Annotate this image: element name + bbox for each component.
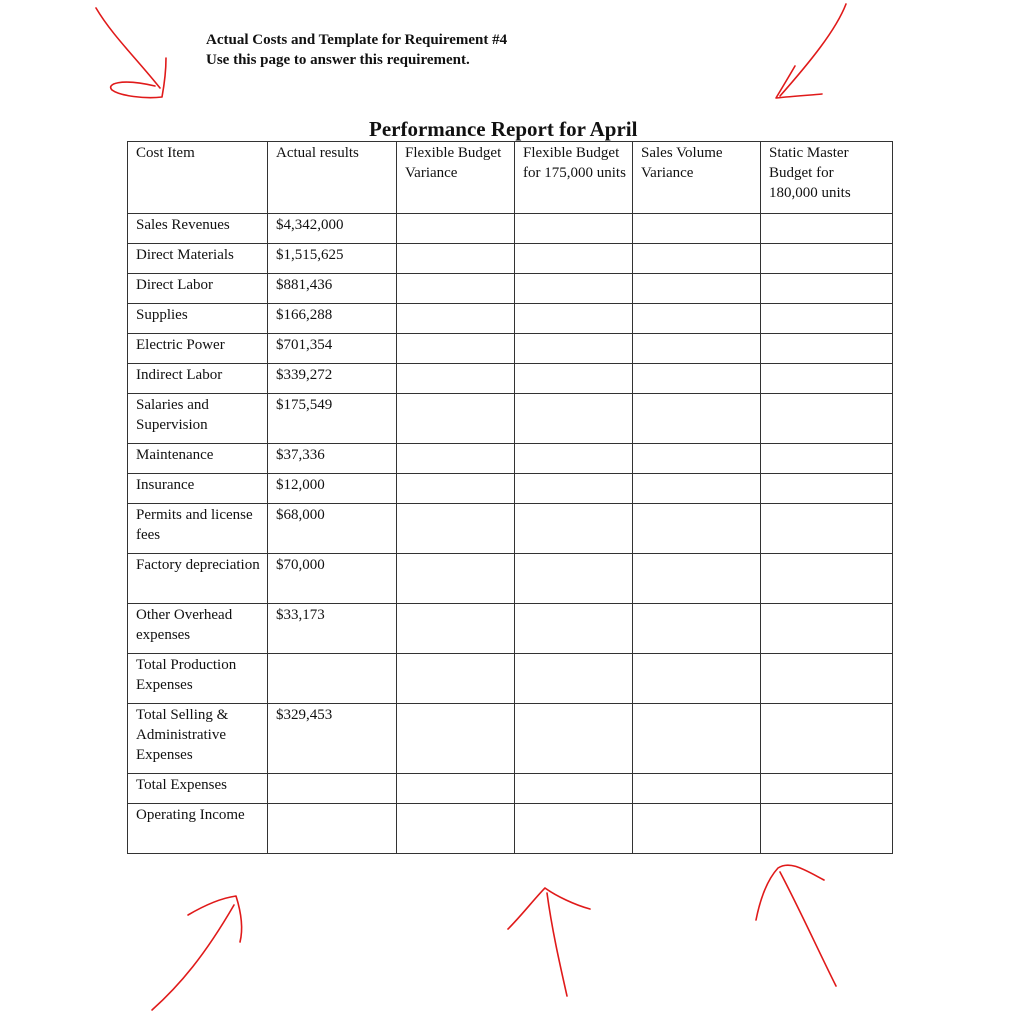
table-row <box>128 304 893 334</box>
sales-volume-variance-cell[interactable] <box>633 604 761 654</box>
table-row <box>128 244 893 274</box>
actual-results-cell: $175,549 <box>268 394 397 444</box>
sales-volume-variance-cell[interactable] <box>633 654 761 704</box>
sales-volume-variance-cell[interactable] <box>633 334 761 364</box>
table-row <box>128 804 893 854</box>
flexible-budget-cell[interactable] <box>515 704 633 774</box>
flexible-budget-cell[interactable] <box>515 604 633 654</box>
actual-results-cell: $12,000 <box>268 474 397 504</box>
flexible-budget-variance-cell[interactable] <box>397 504 515 554</box>
static-master-budget-cell[interactable] <box>761 274 893 304</box>
table-row <box>128 364 893 394</box>
actual-results-cell: $166,288 <box>268 304 397 334</box>
table-row <box>128 774 893 804</box>
table-row <box>128 474 893 504</box>
cost-item-cell: Total Production Expenses <box>128 654 268 704</box>
cost-item-cell: Total Expenses <box>128 774 268 804</box>
static-master-budget-cell[interactable] <box>761 364 893 394</box>
table-row <box>128 554 893 604</box>
cost-item-cell: Permits and license fees <box>128 504 268 554</box>
arrow-bottom-middle-icon <box>508 888 590 996</box>
report-title: Performance Report for April <box>369 117 638 141</box>
sales-volume-variance-cell[interactable] <box>633 394 761 444</box>
table-row <box>128 274 893 304</box>
actual-results-cell <box>268 654 397 704</box>
flexible-budget-cell[interactable] <box>515 774 633 804</box>
static-master-budget-cell[interactable] <box>761 504 893 554</box>
actual-results-cell: $33,173 <box>268 604 397 654</box>
static-master-budget-cell[interactable] <box>761 474 893 504</box>
sales-volume-variance-cell[interactable] <box>633 304 761 334</box>
static-master-budget-cell[interactable] <box>761 804 893 854</box>
actual-results-cell: $339,272 <box>268 364 397 394</box>
heading-line-1: Actual Costs and Template for Requirement #4 <box>206 32 508 48</box>
sales-volume-variance-cell[interactable] <box>633 774 761 804</box>
static-master-budget-cell[interactable] <box>761 334 893 364</box>
flexible-budget-variance-cell[interactable] <box>397 604 515 654</box>
arrow-top-right-icon <box>776 4 846 98</box>
static-master-budget-cell[interactable] <box>761 244 893 274</box>
static-master-budget-cell[interactable] <box>761 704 893 774</box>
column-header: Cost Item <box>128 142 268 214</box>
cost-item-cell: Electric Power <box>128 334 268 364</box>
sales-volume-variance-cell[interactable] <box>633 214 761 244</box>
flexible-budget-cell[interactable] <box>515 504 633 554</box>
static-master-budget-cell[interactable] <box>761 394 893 444</box>
performance-report-table <box>127 141 893 854</box>
flexible-budget-cell[interactable] <box>515 214 633 244</box>
flexible-budget-cell[interactable] <box>515 364 633 394</box>
arrow-bottom-left-icon <box>152 896 242 1010</box>
actual-results-cell: $70,000 <box>268 554 397 604</box>
arrow-bottom-right-icon <box>756 865 836 986</box>
actual-results-cell: $4,342,000 <box>268 214 397 244</box>
sales-volume-variance-cell[interactable] <box>633 704 761 774</box>
flexible-budget-variance-cell[interactable] <box>397 774 515 804</box>
static-master-budget-cell[interactable] <box>761 554 893 604</box>
cost-item-cell: Total Selling & Administrative Expenses <box>128 704 268 774</box>
flexible-budget-cell[interactable] <box>515 444 633 474</box>
column-header: Flexible Budget for 175,000 units <box>515 142 633 214</box>
cost-item-cell: Factory depreciation <box>128 554 268 604</box>
static-master-budget-cell[interactable] <box>761 604 893 654</box>
flexible-budget-cell[interactable] <box>515 334 633 364</box>
flexible-budget-cell[interactable] <box>515 274 633 304</box>
cost-item-cell: Sales Revenues <box>128 214 268 244</box>
cost-item-cell: Other Overhead expenses <box>128 604 268 654</box>
flexible-budget-variance-cell[interactable] <box>397 214 515 244</box>
static-master-budget-cell[interactable] <box>761 654 893 704</box>
actual-results-cell: $329,453 <box>268 704 397 774</box>
flexible-budget-cell[interactable] <box>515 474 633 504</box>
static-master-budget-cell[interactable] <box>761 304 893 334</box>
sales-volume-variance-cell[interactable] <box>633 244 761 274</box>
flexible-budget-variance-cell[interactable] <box>397 444 515 474</box>
flexible-budget-variance-cell[interactable] <box>397 364 515 394</box>
table-row <box>128 444 893 474</box>
cost-item-cell: Indirect Labor <box>128 364 268 394</box>
flexible-budget-cell[interactable] <box>515 554 633 604</box>
sales-volume-variance-cell[interactable] <box>633 474 761 504</box>
flexible-budget-variance-cell[interactable] <box>397 804 515 854</box>
flexible-budget-variance-cell[interactable] <box>397 704 515 774</box>
flexible-budget-variance-cell[interactable] <box>397 654 515 704</box>
column-header: Actual results <box>268 142 397 214</box>
actual-results-cell: $1,515,625 <box>268 244 397 274</box>
cost-item-cell: Maintenance <box>128 444 268 474</box>
static-master-budget-cell[interactable] <box>761 774 893 804</box>
flexible-budget-variance-cell[interactable] <box>397 244 515 274</box>
flexible-budget-variance-cell[interactable] <box>397 304 515 334</box>
column-header: Static Master Budget for 180,000 units <box>761 142 893 214</box>
sales-volume-variance-cell[interactable] <box>633 804 761 854</box>
table-row <box>128 704 893 774</box>
cost-item-cell: Direct Labor <box>128 274 268 304</box>
table-header-row <box>128 142 893 214</box>
static-master-budget-cell[interactable] <box>761 214 893 244</box>
flexible-budget-variance-cell[interactable] <box>397 554 515 604</box>
flexible-budget-cell[interactable] <box>515 654 633 704</box>
cost-item-cell: Supplies <box>128 304 268 334</box>
actual-results-cell: $701,354 <box>268 334 397 364</box>
column-header: Flexible Budget Variance <box>397 142 515 214</box>
cost-item-cell: Insurance <box>128 474 268 504</box>
flexible-budget-variance-cell[interactable] <box>397 474 515 504</box>
actual-results-cell: $881,436 <box>268 274 397 304</box>
flexible-budget-cell[interactable] <box>515 804 633 854</box>
page-heading <box>206 30 507 70</box>
flexible-budget-variance-cell[interactable] <box>397 394 515 444</box>
flexible-budget-cell[interactable] <box>515 394 633 444</box>
sales-volume-variance-cell[interactable] <box>633 444 761 474</box>
table-row <box>128 504 893 554</box>
heading-line-2: Use this page to answer this requirement. <box>206 52 470 68</box>
sales-volume-variance-cell[interactable] <box>633 554 761 604</box>
table-row <box>128 334 893 364</box>
actual-results-cell <box>268 774 397 804</box>
actual-results-cell: $37,336 <box>268 444 397 474</box>
column-header: Sales Volume Variance <box>633 142 761 214</box>
table-row <box>128 214 893 244</box>
table-row <box>128 394 893 444</box>
flexible-budget-variance-cell[interactable] <box>397 334 515 364</box>
sales-volume-variance-cell[interactable] <box>633 274 761 304</box>
flexible-budget-cell[interactable] <box>515 244 633 274</box>
arrow-top-left-icon <box>96 8 166 98</box>
actual-results-cell <box>268 804 397 854</box>
cost-item-cell: Operating Income <box>128 804 268 854</box>
table-row <box>128 604 893 654</box>
cost-item-cell: Direct Materials <box>128 244 268 274</box>
table-row <box>128 654 893 704</box>
flexible-budget-cell[interactable] <box>515 304 633 334</box>
static-master-budget-cell[interactable] <box>761 444 893 474</box>
actual-results-cell: $68,000 <box>268 504 397 554</box>
flexible-budget-variance-cell[interactable] <box>397 274 515 304</box>
cost-item-cell: Salaries and Supervision <box>128 394 268 444</box>
sales-volume-variance-cell[interactable] <box>633 504 761 554</box>
sales-volume-variance-cell[interactable] <box>633 364 761 394</box>
